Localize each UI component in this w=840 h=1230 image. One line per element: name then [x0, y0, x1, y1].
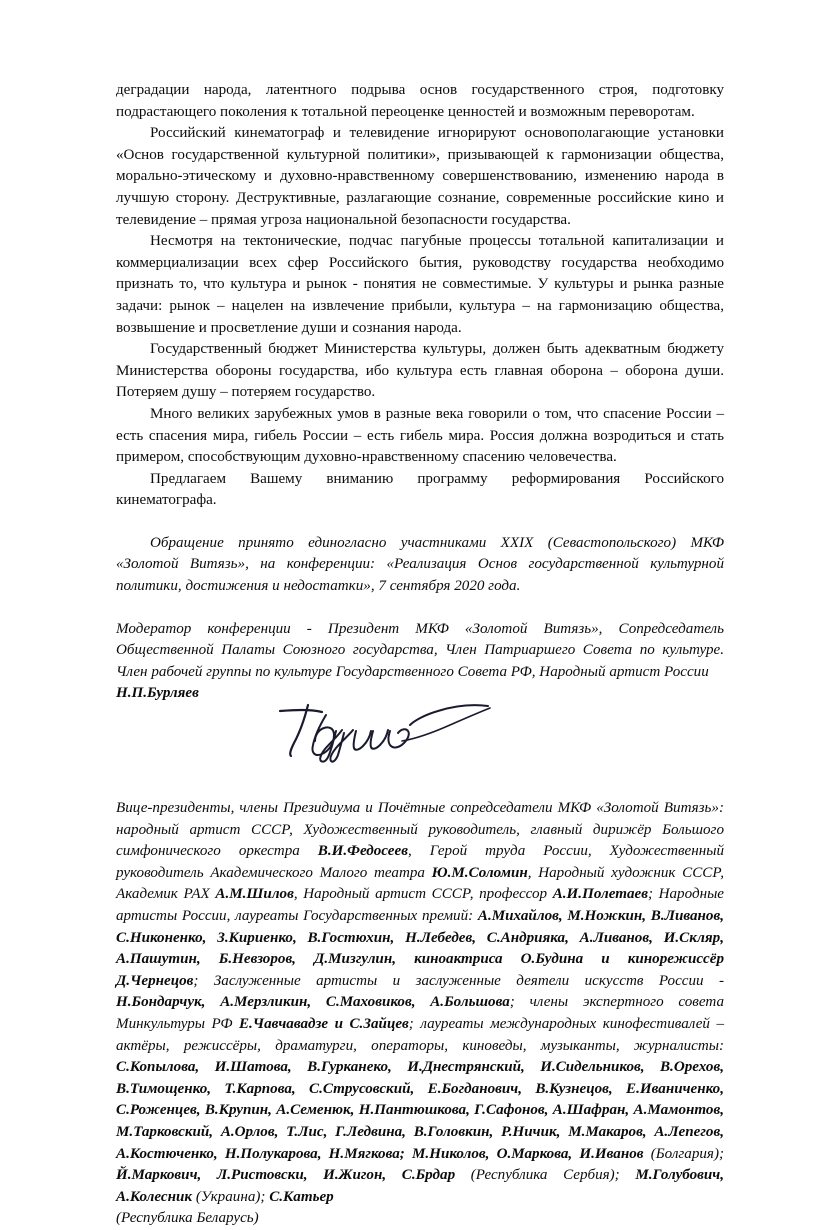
name-shilov: А.М.Шилов [215, 886, 294, 903]
roster-t2: , Народный художник СССР, Академик РАХ [116, 864, 725, 903]
spacer-before-moderator [116, 598, 724, 619]
names-group-6: М.Голубович, А.Колесник [116, 1167, 725, 1205]
names-group-7: С.Катьер [269, 1188, 334, 1205]
signatory-name: Н.П.Бурляев [116, 685, 199, 702]
roster-t1: , Герой труда России, Художественный руководитель Академического Малого театра [116, 843, 724, 881]
roster-t4: ; Народные артисты России, лауреаты Государственных премий: [116, 886, 724, 924]
names-group-4: С.Копылова, И.Шатова, В.Гурканеко, И.Днестрянский, И.Сидельников, В.Орехов, В.Тимощенко, Т.Карпова, С.Струсовский, Е.Богданович, В.Кузнецов, Е.Иваниченко, С.Роженцев, В.Крупин, А.Семенюк, Н.Пантюшкова, Г.Сафонов, А.Шафран, А.Мамонтов, М.Тарковский, А.Орлов, Т.Лис, Г.Ледвина, В.Головкин, Р.Ничик, М.Макаров, А.Лепегов, А.Костюченко, Н.Полукарова, Н.Мягкова; М.Николов, О.Маркова, И.Иванов [116, 1059, 724, 1162]
roster-t5: ; Заслуженные артисты и заслуженные деятели искусств России - [193, 972, 724, 989]
roster-t3: , Народный артист СССР, профессор [293, 886, 553, 903]
name-poletaev: А.И.Полетаев [552, 886, 648, 903]
document-text-column [116, 80, 724, 1230]
vice-presidents-roster [116, 798, 724, 1208]
names-group-2: Н.Бондарчук, А.Мерзликин, С.Маховиков, А.Большова [116, 994, 510, 1011]
roster-intro-2: народный артист СССР, Художественный руководитель, главный дирижёр Большого симфонического оркестра [116, 821, 724, 860]
country-belarus: (Республика Беларусь) [116, 1210, 259, 1227]
spacer-before-adoption [116, 512, 724, 533]
paragraph-salvation: Много великих зарубежных умов в разные века говорили о том, что спасение России – есть спасения мира, гибель России – есть гибель мира. Россия должна возродиться и стать примером, способствующим духовно-нравственному спасению человечества. [116, 405, 724, 466]
names-group-3: Е.Чавчавадзе и С.Зайцев [238, 1015, 409, 1032]
country-ukraine: (Украина); [192, 1188, 270, 1205]
signature-area [116, 707, 724, 769]
handwritten-signature-icon [274, 703, 504, 770]
names-group-5: Й.Маркович, Л.Ристовски, И.Жигон, С.Брдар [116, 1167, 456, 1184]
roster-intro-1: Вице-президенты, члены Президиума и Почётные сопредседатели МКФ «Золотой Витязь»: [116, 800, 724, 817]
spacer-before-roster [116, 769, 724, 798]
name-solomin: Ю.М.Соломин [431, 864, 528, 881]
country-bulgaria: (Болгария); [643, 1145, 724, 1162]
name-fedoseev: В.И.Федосеев [317, 843, 408, 860]
paragraph-proposal: Предлагаем Вашему вниманию программу реформирования Российского кинематографа. [116, 470, 724, 509]
roster-t7: ; лауреаты международных кинофестивалей – актёры, режиссёры, драматурги, операторы, киноведы, музыканты, журналисты: [116, 1015, 724, 1054]
names-group-1: А.Михайлов, М.Ножкин, В.Ливанов, С.Никоненко, З.Кириенко, В.Гостюхин, Н.Лебедев, С.Андрияка, А.Ливанов, И.Скляр, А.Пашутин, Б.Невзоров, Д.Мизгулин, киноактриса О.Будина и кинорежиссёр Д.Чернецов [116, 908, 724, 989]
paragraph-cinema-tv: Российский кинематограф и телевидение игнорируют основополагающие установки «Основ государственной культурной политики», призывающей к гармонизации общества, морально-этическому и духовно-нравственному совершенствованию, изменению народа в лучшую сторону. Деструктивные, разлагающие сознание, современные российские кино и телевидение – прямая угроза национальной безопасности государства. [116, 125, 724, 228]
roster-t6: ; члены экспертного совета Минкультуры РФ [116, 994, 724, 1032]
country-serbia: (Республика Сербия); [455, 1167, 636, 1184]
moderator-block [116, 619, 724, 705]
paragraph-capitalization: Несмотря на тектонические, подчас пагубные процессы тотальной капитализации и коммерциализации всех сфер Российского бытия, руководству государства необходимо признать то, что культура и рынок - понятия не совместимые. У культуры и рынка разные задачи: рынок – нацелен на извлечение прибыли, культура – на гармонизацию общества, возвышение и просветление души и сознания народа. [116, 233, 724, 336]
moderator-description: Модератор конференции - Президент МКФ «Золотой Витязь», Сопредседатель Общественной Палаты Союзного государства, Член Патриаршего Совета по культуре. Член рабочей группы по культуре Государственного Совета РФ, Народный артист России [116, 620, 724, 680]
paragraph-continued: деградации народа, латентного подрыва основ государственного строя, подготовку подрастающего поколения к тотальной переоценке ценностей и возможным переворотам. [116, 82, 724, 120]
paragraph-budget: Государственный бюджет Министерства культуры, должен быть адекватным бюджету Министерства обороны государства, ибо культура есть главная оборона – оборона души. Потеряем душу – потеряем государство. [116, 341, 724, 401]
adoption-note: Обращение принято единогласно участниками XXIX (Севастопольского) МКФ «Золотой Витязь», на конференции: «Реализация Основ государственной культурной политики, достижения и недостатки», 7 сентября 2020 года. [116, 534, 724, 595]
